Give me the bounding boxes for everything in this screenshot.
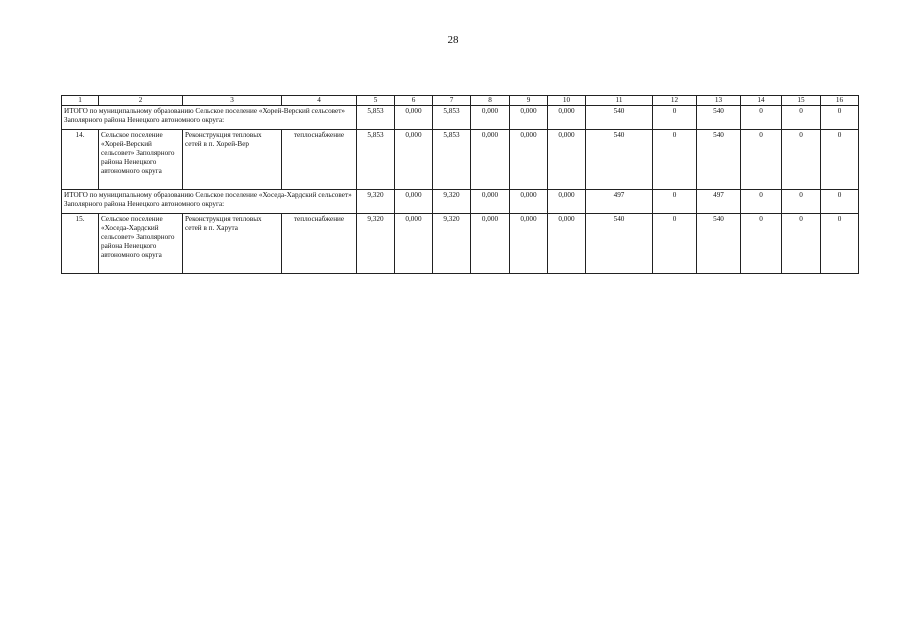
table-cell: 0,000	[471, 130, 510, 190]
total-label: ИТОГО по муниципальному образованию Сельское поселение «Хоседа-Хардский сельсовет» Заполярного района Ненецкого автономного округа:	[62, 190, 357, 214]
column-number: 11	[586, 96, 653, 106]
table-cell: 540	[586, 214, 653, 274]
table-cell: 0	[821, 106, 859, 130]
table-cell: 0,000	[548, 106, 586, 130]
column-number: 16	[821, 96, 859, 106]
column-number: 1	[62, 96, 99, 106]
table-cell: 0	[782, 106, 821, 130]
table-cell: 0,000	[510, 190, 548, 214]
row-index: 14.	[62, 130, 99, 190]
data-table	[61, 95, 859, 274]
column-number: 8	[471, 96, 510, 106]
column-number: 2	[99, 96, 183, 106]
table-cell: 0	[653, 130, 697, 190]
column-number: 5	[357, 96, 395, 106]
table-cell: 540	[697, 214, 741, 274]
column-number: 4	[282, 96, 357, 106]
table-cell: 5,853	[357, 130, 395, 190]
row-index: 15.	[62, 214, 99, 274]
column-number: 9	[510, 96, 548, 106]
table-cell: 0	[821, 130, 859, 190]
table-cell: 0	[821, 190, 859, 214]
table-cell: 0,000	[395, 106, 433, 130]
table-cell: 497	[697, 190, 741, 214]
column-number: 10	[548, 96, 586, 106]
table-cell: 540	[586, 106, 653, 130]
table-cell: 0,000	[548, 130, 586, 190]
municipality-cell: Сельское поселение «Хорей-Верский сельсовет» Заполярного района Ненецкого автономного округа	[99, 130, 183, 190]
total-row	[62, 190, 859, 214]
project-cell: Реконструкция тепловых сетей в п. Хорей-Вер	[183, 130, 282, 190]
table-cell: 0,000	[471, 214, 510, 274]
table-cell: 0,000	[548, 190, 586, 214]
table-cell: 0,000	[548, 214, 586, 274]
table-cell: 540	[586, 130, 653, 190]
municipality-cell: Сельское поселение «Хоседа-Хардский сельсовет» Заполярного района Ненецкого автономного округа	[99, 214, 183, 274]
table-cell: 5,853	[357, 106, 395, 130]
total-row	[62, 106, 859, 130]
table-cell: 0	[741, 190, 782, 214]
table-cell: 9,320	[433, 190, 471, 214]
table-cell: 540	[697, 106, 741, 130]
category-cell: теплоснабжение	[282, 130, 357, 190]
table-cell: 5,853	[433, 130, 471, 190]
column-number: 14	[741, 96, 782, 106]
table-cell: 497	[586, 190, 653, 214]
project-cell: Реконструкция тепловых сетей в п. Харута	[183, 214, 282, 274]
category-cell: теплоснабжение	[282, 214, 357, 274]
table-row	[62, 130, 859, 190]
table-row	[62, 214, 859, 274]
total-label: ИТОГО по муниципальному образованию Сельское поселение «Хорей-Верский сельсовет» Заполярного района Ненецкого автономного округа:	[62, 106, 357, 130]
column-number: 3	[183, 96, 282, 106]
column-number: 7	[433, 96, 471, 106]
column-number: 13	[697, 96, 741, 106]
table-cell: 9,320	[357, 214, 395, 274]
table-cell: 0,000	[471, 190, 510, 214]
table-cell: 0	[741, 106, 782, 130]
table-cell: 0	[653, 106, 697, 130]
table-cell: 0	[782, 214, 821, 274]
table-cell: 0	[821, 214, 859, 274]
table-cell: 0,000	[395, 214, 433, 274]
table-cell: 0,000	[395, 130, 433, 190]
table-cell: 0	[782, 190, 821, 214]
table-cell: 0,000	[510, 130, 548, 190]
column-number: 12	[653, 96, 697, 106]
table-cell: 9,320	[433, 214, 471, 274]
table-cell: 540	[697, 130, 741, 190]
column-number: 15	[782, 96, 821, 106]
table-cell: 0	[741, 130, 782, 190]
page-number: 28	[447, 34, 459, 46]
table-cell: 9,320	[357, 190, 395, 214]
column-number: 6	[395, 96, 433, 106]
column-number-row	[62, 96, 859, 106]
table-cell: 0	[782, 130, 821, 190]
table-cell: 0	[741, 214, 782, 274]
table-cell: 0,000	[510, 214, 548, 274]
table-cell: 0,000	[395, 190, 433, 214]
table-cell: 0,000	[471, 106, 510, 130]
table-cell: 0	[653, 190, 697, 214]
table-cell: 0	[653, 214, 697, 274]
table-cell: 0,000	[510, 106, 548, 130]
table-cell: 5,853	[433, 106, 471, 130]
